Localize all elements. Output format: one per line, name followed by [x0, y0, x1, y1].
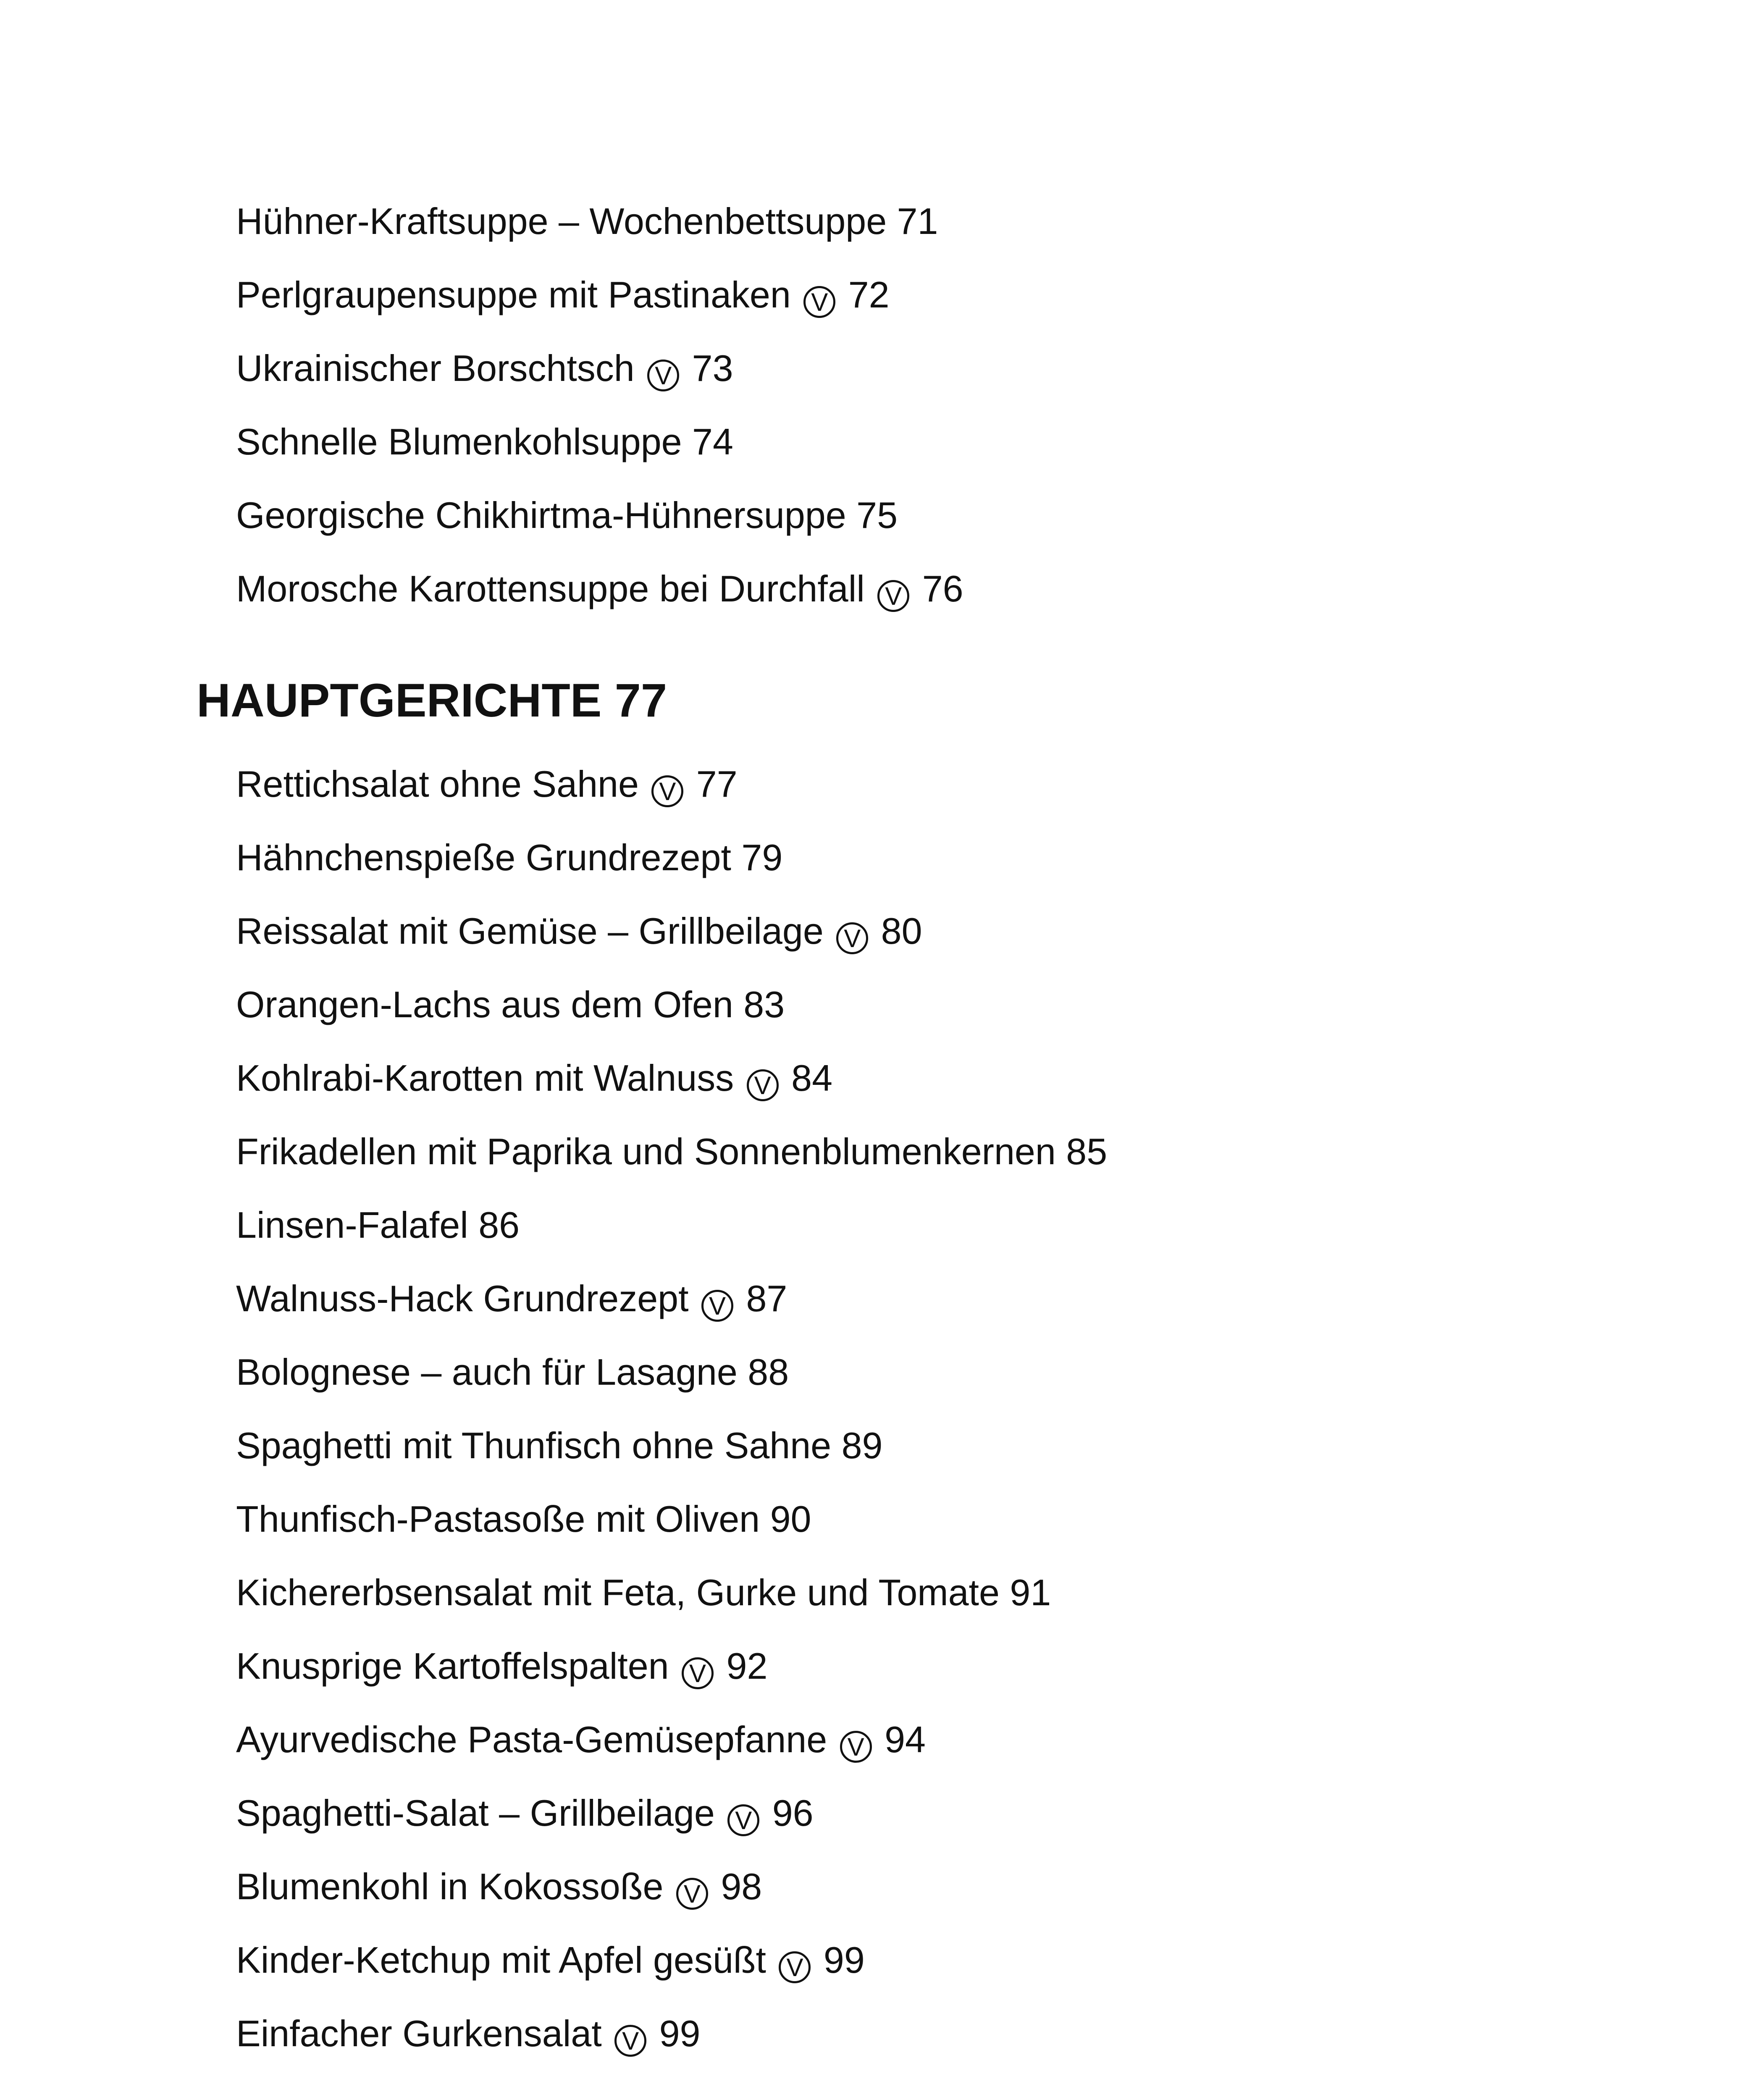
- vegan-icon: V: [836, 922, 868, 954]
- page-number: 90: [770, 1498, 811, 1540]
- toc-entry: [236, 1496, 811, 1542]
- toc-entry: [236, 1276, 787, 1322]
- entry-title: Thunfisch-Pastasoße mit Oliven: [236, 1498, 760, 1540]
- toc-entry: [236, 1937, 865, 1983]
- entry-title: Hühner-Kraftsuppe – Wochenbettsuppe: [236, 200, 887, 242]
- page-number: 85: [1066, 1131, 1108, 1172]
- vegan-icon: V: [647, 360, 679, 391]
- page-number: 73: [692, 347, 733, 389]
- toc-entry: [236, 492, 898, 538]
- page-number: 72: [848, 274, 890, 315]
- toc-entry: [236, 1643, 767, 1689]
- entry-title: Kichererbsensalat mit Feta, Gurke und Tomate: [236, 1572, 1000, 1613]
- entry-title: Bolognese – auch für Lasagne: [236, 1351, 738, 1393]
- vegan-icon: V: [727, 1804, 759, 1836]
- entry-title: Blumenkohl in Kokossoße: [236, 1866, 664, 1907]
- toc-entry: [236, 982, 785, 1028]
- page-number: 94: [885, 1719, 926, 1760]
- toc-entry: [236, 908, 922, 954]
- page-number: 84: [791, 1057, 833, 1099]
- page-number: 83: [743, 984, 785, 1025]
- vegan-icon: V: [682, 1657, 714, 1689]
- page-number: 74: [692, 421, 733, 462]
- page-number: 76: [922, 568, 963, 609]
- entry-title: Kohlrabi-Karotten mit Walnuss: [236, 1057, 734, 1099]
- page-number: 96: [772, 1792, 814, 1834]
- section-heading: HAUPTGERICHTE 77: [197, 674, 667, 727]
- page-number: 79: [741, 837, 783, 878]
- page-number: 71: [897, 200, 938, 242]
- toc-entry: [236, 1423, 882, 1469]
- toc-entry: [236, 198, 938, 244]
- page-number: 91: [1010, 1572, 1051, 1613]
- entry-title: Hähnchenspieße Grundrezept: [236, 837, 731, 878]
- page-number: 88: [748, 1351, 789, 1393]
- entry-title: Walnuss-Hack Grundrezept: [236, 1278, 689, 1319]
- entry-title: Morosche Karottensuppe bei Durchfall: [236, 568, 865, 609]
- entry-title: Spaghetti mit Thunfisch ohne Sahne: [236, 1425, 832, 1466]
- page-number: 92: [726, 1645, 768, 1687]
- entry-title: Frikadellen mit Paprika und Sonnenblumenkernen: [236, 1131, 1056, 1172]
- entry-title: Ayurvedische Pasta-Gemüsepfanne: [236, 1719, 827, 1760]
- toc-entry: [236, 1790, 814, 1836]
- vegan-icon: V: [747, 1069, 779, 1101]
- toc-entry: [236, 761, 738, 807]
- entry-title: Knusprige Kartoffelspalten: [236, 1645, 669, 1687]
- toc-entry: [236, 1864, 762, 1910]
- toc-entry: [236, 345, 733, 391]
- entry-title: Linsen-Falafel: [236, 1204, 468, 1246]
- page-number: 86: [478, 1204, 520, 1246]
- toc-entry: [236, 2011, 700, 2057]
- vegan-icon: V: [614, 2025, 646, 2057]
- page-number: 99: [659, 2013, 701, 2054]
- toc-entry: [236, 1570, 1051, 1616]
- entry-title: Rettichsalat ohne Sahne: [236, 763, 639, 805]
- vegan-icon: V: [701, 1290, 733, 1322]
- vegan-icon: V: [779, 1951, 811, 1983]
- vegan-icon: V: [651, 775, 683, 807]
- toc-entry: [236, 566, 963, 612]
- toc-entry: [236, 835, 782, 881]
- entry-title: Kinder-Ketchup mit Apfel gesüßt: [236, 1939, 766, 1981]
- page-number: 87: [746, 1278, 788, 1319]
- page-number: 89: [841, 1425, 883, 1466]
- page-number: 99: [823, 1939, 865, 1981]
- entry-title: Einfacher Gurkensalat: [236, 2013, 602, 2054]
- toc-entry: [236, 419, 733, 465]
- vegan-icon: V: [877, 580, 909, 612]
- toc-entry: [236, 1129, 1107, 1175]
- toc-entry: [236, 1055, 832, 1101]
- entry-title: Spaghetti-Salat – Grillbeilage: [236, 1792, 715, 1834]
- page-number: 75: [856, 494, 898, 536]
- entry-title: Orangen-Lachs aus dem Ofen: [236, 984, 733, 1025]
- vegan-icon: V: [803, 286, 835, 318]
- entry-title: Schnelle Blumenkohlsuppe: [236, 421, 682, 462]
- page-number: 98: [721, 1866, 762, 1907]
- page-number: 80: [881, 910, 922, 952]
- vegan-icon: V: [676, 1878, 708, 1910]
- entry-title: Reissalat mit Gemüse – Grillbeilage: [236, 910, 824, 952]
- entry-title: Georgische Chikhirtma-Hühnersuppe: [236, 494, 846, 536]
- toc-entry: [236, 1717, 926, 1763]
- entry-title: Ukrainischer Borschtsch: [236, 347, 635, 389]
- toc-entry: [236, 272, 890, 318]
- entry-title: Perlgraupensuppe mit Pastinaken: [236, 274, 791, 315]
- toc-entry: [236, 1202, 520, 1248]
- page-number: 77: [696, 763, 738, 805]
- toc-entry: [236, 1349, 789, 1395]
- vegan-icon: V: [840, 1731, 872, 1763]
